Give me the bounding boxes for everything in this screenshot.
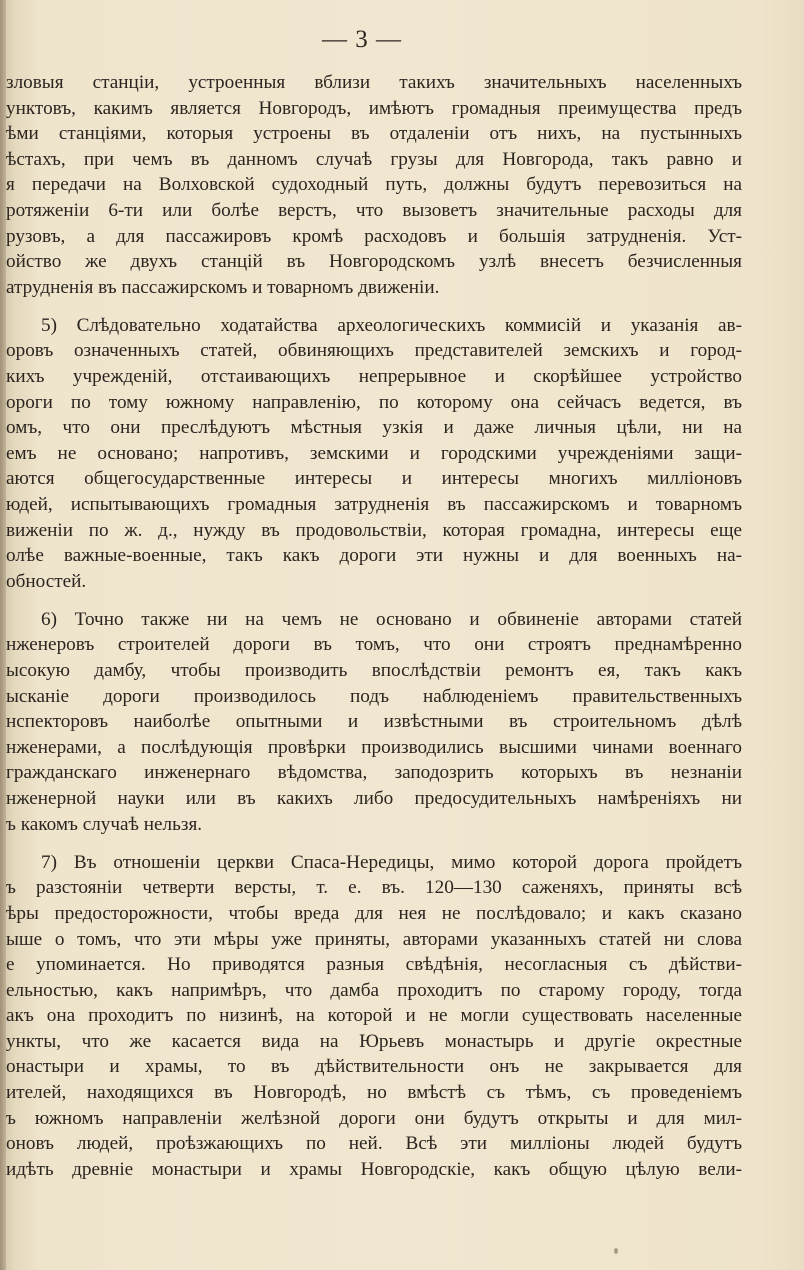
text-line: ѣми станцiями, которыя устроены въ отдаленiи отъ нихъ, на пустынныхъ: [6, 123, 742, 145]
text-line: ысокую дамбу, чтобы производить впослѣдствiи ремонтъ ея, такъ какъ: [6, 660, 742, 682]
text-line: я передачи на Волховской судоходный путь, должны будутъ перевозиться на: [6, 174, 742, 196]
text-line: олѣе важные-военные, такъ какъ дороги эти нужны и для военныхъ на-: [6, 545, 742, 567]
text-line: зловыя станцiи, устроенныя вблизи такихъ значительныхъ населенныхъ: [6, 72, 742, 93]
text-line: е упоминается. Но приводятся разныя свѣдѣнiя, несогласныя съ дѣйстви-: [6, 954, 742, 976]
text-line: атрудненiя въ пассажирскомъ и товарномъ движенiи.: [6, 276, 440, 298]
text-line: ителей, находящихся въ Новгородѣ, но вмѣстѣ съ тѣмъ, съ проведенiемъ: [6, 1082, 742, 1104]
text-line: ункты, что же касается вида на Юрьевъ монастырь и другiе окрестные: [6, 1030, 742, 1052]
text-line: вижeнiи по ж. д., нужду въ продовольствiи, которая громадна, интересы еще: [6, 519, 742, 541]
text-line: юдей, испытывающихъ громадныя затрудненiя въ пассажирскомъ и товарномъ: [6, 494, 742, 515]
text-line: оновъ людей, проѣзжающихъ по ней. Всѣ эти миллiоны людей будутъ: [6, 1133, 742, 1155]
paragraph-6: [6, 607, 742, 837]
page-number: — 3 —: [322, 26, 402, 53]
text-line: нженерами, а послѣдующiя провѣрки производились высшими чинами военнаго: [6, 736, 742, 758]
paragraph-5: [6, 313, 742, 595]
text-line: емъ не основано; напротивъ, земскими и городскими учрежденiями защи-: [6, 442, 742, 464]
text-line: ъ какомъ случаѣ нельзя.: [6, 813, 203, 835]
text-line: унктовъ, какимъ является Новгородъ, имѣютъ громадныя преимущества предъ: [6, 97, 742, 119]
text-line: нженеровъ строителей дороги въ томъ, что они строятъ преднамѣренно: [6, 634, 742, 656]
text-line: 5) Слѣдовательно ходатайства археологическихъ коммисiй и указанiя ав-: [41, 314, 742, 336]
text-line: оровъ означенныхъ статей, обвиняющихъ представителей земскихъ и город-: [6, 340, 742, 362]
paragraph-continuation: [6, 70, 742, 300]
text-line: ѣстахъ, при чемъ въ данномъ случаѣ грузы для Новгорода, такъ равно и: [6, 148, 742, 170]
text-line: идѣть древнiе монастыри и храмы Новгородскiе, какъ общую цѣлую вели-: [6, 1158, 742, 1180]
text-line: обностей.: [6, 570, 87, 592]
text-line: ротяженiи 6-ти или болѣе верстъ, что вызоветъ значительные расходы для: [6, 199, 742, 221]
text-line: кихъ учрежденiй, отстаивающихъ непрерывное и скорѣйшее устройство: [6, 366, 742, 388]
text-line: 6) Точно также ни на чемъ не основано и обвиненiе авторами статей: [41, 608, 742, 630]
text-line: ельностью, какъ напримѣръ, что дамба проходитъ по старому городу, тогда: [6, 979, 742, 1001]
text-line: омъ, что они преслѣдуютъ мѣстныя узкiя и даже личныя цѣли, ни на: [6, 417, 742, 439]
text-line: онастыри и храмы, то въ дѣйствительности онъ не закрывается для: [6, 1056, 742, 1078]
text-line: ыше о томъ, что эти мѣры уже приняты, авторами указанныхъ статей ни слова: [6, 928, 742, 950]
text-line: 7) Въ отношенiи церкви Спаса-Нередицы, мимо которой дорога пройдетъ: [41, 851, 742, 873]
paragraph-7: [6, 850, 742, 1183]
text-line: акъ она проходитъ по низинѣ, на которой и не могли существовать населенные: [6, 1005, 742, 1027]
text-line: ойство же двухъ станцiй въ Новгородскомъ узлѣ внесетъ безчисленныя: [6, 251, 742, 273]
text-line: нженерной науки или въ какихъ либо предосудительныхъ намѣренiяхъ ни: [6, 788, 742, 810]
text-line: нспекторовъ наиболѣе опытными и извѣстными въ строительномъ дѣлѣ: [6, 711, 742, 733]
text-line: рузовъ, а для пассажировъ кромѣ расходовъ и большiя затрудненiя. Уст-: [6, 225, 742, 247]
body-text: [6, 70, 742, 1182]
text-line: аются общегосударственные интересы и интересы многихъ миллiоновъ: [6, 468, 742, 490]
text-line: ысканiе дороги производилось подъ наблюденiемъ правительственныхъ: [6, 685, 742, 707]
ink-speck: [614, 1248, 618, 1254]
text-line: гражданскаго инженернаго вѣдомства, заподозрить которыхъ въ незнанiи: [6, 762, 742, 784]
text-line: ороги по тому южному направленiю, по которому она сейчасъ ведется, въ: [6, 391, 742, 413]
text-line: ъ разстоянiи четверти версты, т. е. въ. 120—130 саженяхъ, приняты всѣ: [6, 877, 742, 899]
text-line: ъ южномъ направленiи желѣзной дороги они будутъ открыты и для мил-: [6, 1107, 742, 1129]
text-line: ѣры предосторожности, чтобы вреда для нея не послѣдовало; и какъ сказано: [6, 902, 742, 924]
